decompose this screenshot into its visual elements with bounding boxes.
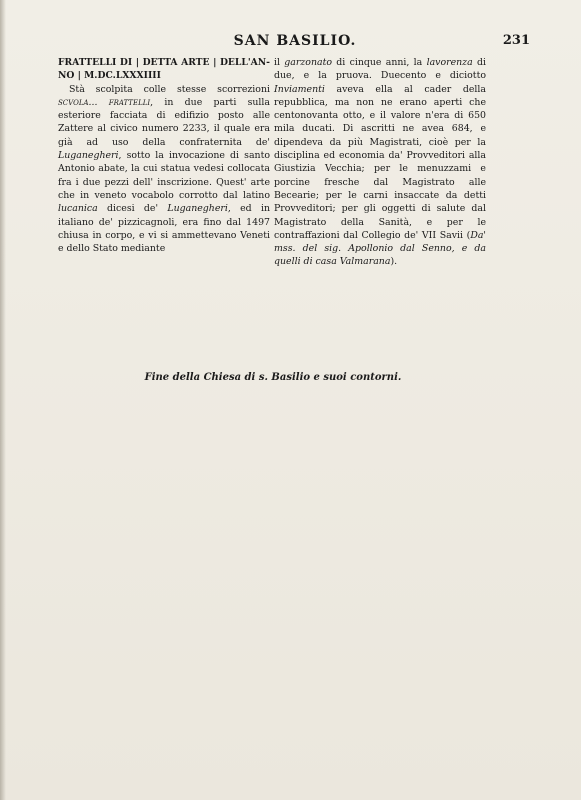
text-run: ).	[390, 256, 398, 268]
text-run-smallcaps: scvola... frattelli	[58, 96, 151, 108]
text-run: aveva ella al cader della repubblica, ma non ne erano aperti che centonovanta otto, e il valore n'era di 650 mila ducati. Di ascritti ne avea 684, e dipendeva da più Magistrati, cioè per la disciplina ed economia da' Provveditori alla Giustizia Vecchia; per le menuzzami e porcine fresche dal Magistrato alle Becearie; per le carni insaccate da detti Provveditori; per gli oggetti di salute dal Magistrato della Sanità, e per le contraffazioni dal Collegio de' VII Savii (	[274, 83, 486, 241]
text-run: , sotto la invocazione di santo Antonio abate, la cui statua vedesi collocata fra i due pezzi dell' inscrizione. Quest' arte che in veneto vocabolo corrotto dal latino	[58, 150, 270, 201]
text-run: di due, e la pruova. Duecento e diciotto	[274, 57, 486, 82]
left-paragraph	[58, 83, 270, 256]
text-run-italic: Luganegheri	[58, 150, 119, 162]
text-run: Stà scolpita colle stesse scorrezioni	[69, 83, 270, 95]
text-run: , in due parti sulla esteriore facciata di edifizio posto alle Zattere al civico numero 2233, il quale era già ad uso della confraternita de'	[58, 96, 271, 148]
inscription-heading: FRATTELLI DI | DETTA ARTE | DELL'AN- NO | M.DC.LXXXIIII	[58, 57, 270, 82]
left-column	[58, 56, 270, 255]
right-paragraph	[274, 56, 486, 269]
section-closing-line: Fine della Chiesa di s. Basilio e suoi contorni.	[144, 372, 402, 383]
page-gutter-shadow	[0, 0, 6, 800]
text-run: di cinque anni, la	[332, 57, 427, 68]
text-run: il	[274, 57, 285, 68]
running-title: SAN BASILIO.	[233, 33, 357, 49]
text-run: dicesi de'	[97, 203, 168, 215]
text-run: , ed in italiano de' pizzicagnoli, era fino dal 1497 chiusa in corpo, e vi si ammettevano Veneti e dello Stato mediante	[58, 203, 270, 255]
text-run-italic: Inviamenti	[274, 83, 325, 95]
text-run-italic: Da' mss. del sig. Apollonio dal Senno, e da quelli di casa Valmarana	[274, 229, 486, 268]
page-header	[60, 33, 530, 53]
text-run-italic: Luganegheri	[167, 203, 228, 215]
text-run-italic: lucanica	[58, 203, 98, 215]
text-run-italic: lavorenza	[426, 57, 473, 68]
right-column	[274, 56, 486, 269]
page-number: 231	[502, 33, 530, 48]
text-run-italic: garzonato	[284, 57, 332, 68]
